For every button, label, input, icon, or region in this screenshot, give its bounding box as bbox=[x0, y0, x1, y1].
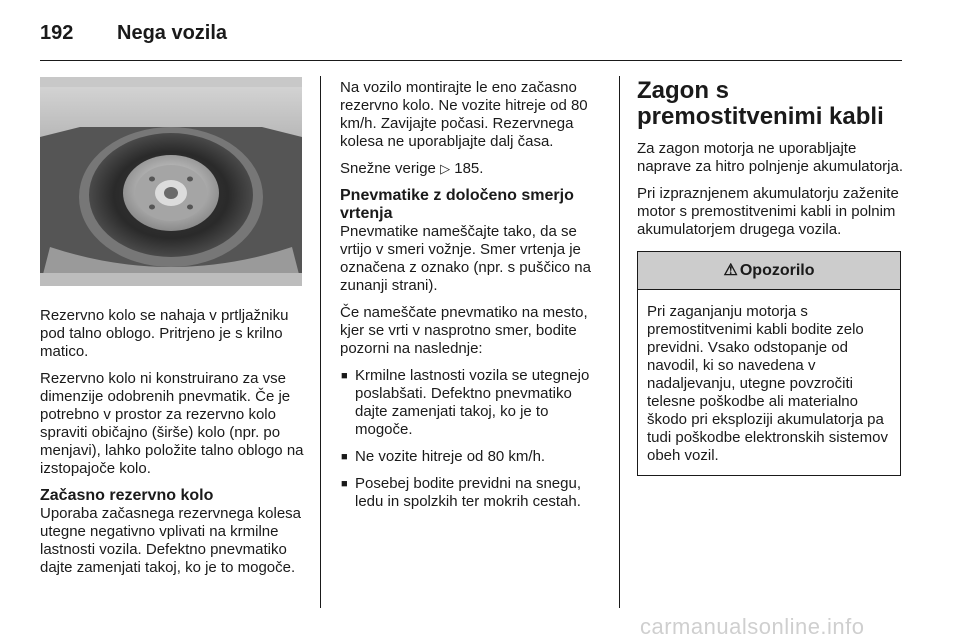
column-1 bbox=[40, 307, 306, 586]
paragraph: Rezervno kolo ni konstruirano za vse dimenzije odobrenih pnevmatik. Če je potrebno v prostor za rezervno kolo spraviti običajno (širše) kolo (npr. po menjavi), lahko položite talno oblogo na izstopajoče kolo. bbox=[40, 370, 304, 477]
list-item bbox=[340, 367, 608, 439]
header-rule bbox=[40, 60, 902, 61]
list-item-text: Ne vozite hitreje od 80 km/h. bbox=[355, 448, 546, 465]
paragraph: Če nameščate pnevmatiko na mesto, kjer se vrti v nasprotno smer, bodite pozorni na naslednje: bbox=[340, 304, 588, 357]
warning-box bbox=[637, 251, 901, 476]
reference-page[interactable]: 185. bbox=[454, 160, 484, 177]
list-item bbox=[340, 448, 608, 466]
paragraph: Uporaba začasnega rezervnega kolesa utegne negativno vplivati na krmilne lastnosti vozila. Defektno pnevmatiko dajte zamenjati takoj, ko je to mogoče. bbox=[40, 505, 301, 576]
column-2 bbox=[340, 79, 608, 520]
bullet-icon: ■ bbox=[341, 478, 348, 490]
paragraph: Za zagon motorja ne uporabljajte naprave za hitro polnjenje akumulatorja. bbox=[637, 140, 903, 175]
page-title: Nega vozila bbox=[117, 22, 228, 44]
reference-text: Snežne verige bbox=[340, 160, 441, 177]
section-heading: Zagon s premostitvenimi kabli bbox=[637, 77, 884, 130]
cross-reference bbox=[340, 160, 608, 178]
warning-body: Pri zaganjanju motorja s premostitvenimi kabli bodite zelo previdni. Vsako odstopanje od navodil, ki so navedena v nadaljevanju, utegne povzročiti telesne poškodbe ali materialno škodo pri eksploziji akumulatorja pa tudi poškodbe elektronskih sistemov obeh vozil. bbox=[647, 303, 888, 464]
section-heading: Začasno rezervno kolo bbox=[40, 487, 214, 504]
warning-triangle-icon: ⚠ bbox=[723, 261, 738, 279]
spare-wheel-illustration bbox=[40, 77, 302, 286]
column-3 bbox=[637, 78, 903, 476]
triangle-reference-icon: ▷ bbox=[440, 161, 451, 176]
page-number: 192 bbox=[40, 22, 74, 44]
paragraph: Pri izpraznjenem akumulatorju zaženite motor s premostitvenimi kabli in polnim akumulatorjem drugega vozila. bbox=[637, 185, 899, 238]
bullet-icon: ■ bbox=[341, 451, 348, 463]
bullet-list bbox=[340, 367, 608, 511]
list-item bbox=[340, 475, 608, 511]
spare-wheel-photo bbox=[40, 77, 302, 286]
warning-title: Opozorilo bbox=[739, 261, 815, 279]
list-item-text: Krmilne lastnosti vozila se utegnejo poslabšati. Defektno pnevmatiko dajte zamenjati takoj, ko je to mogoče. bbox=[355, 367, 590, 438]
paragraph: Rezervno kolo se nahaja v prtljažniku pod talno oblogo. Pritrjeno je s krilno matico. bbox=[40, 307, 289, 360]
bullet-icon: ■ bbox=[341, 370, 348, 382]
section-heading: Pnevmatike z določeno smerjo vrtenja bbox=[340, 187, 574, 222]
list-item-text: Posebej bodite previdni na snegu, ledu in spolzkih ter mokrih cestah. bbox=[355, 475, 581, 510]
paragraph: Na vozilo montirajte le eno začasno rezervno kolo. Ne vozite hitreje od 80 km/h. Zavijajte počasi. Rezervnega kolesa ne uporabljajte dalj časa. bbox=[340, 79, 588, 150]
column-divider bbox=[619, 76, 620, 608]
warning-header bbox=[638, 252, 900, 290]
watermark: carmanualsonline.info bbox=[640, 614, 865, 639]
column-divider bbox=[320, 76, 321, 608]
paragraph: Pnevmatike nameščajte tako, da se vrtijo v smeri vožnje. Smer vrtenja je označena z oznako (npr. s puščico na zunanji strani). bbox=[340, 223, 591, 294]
